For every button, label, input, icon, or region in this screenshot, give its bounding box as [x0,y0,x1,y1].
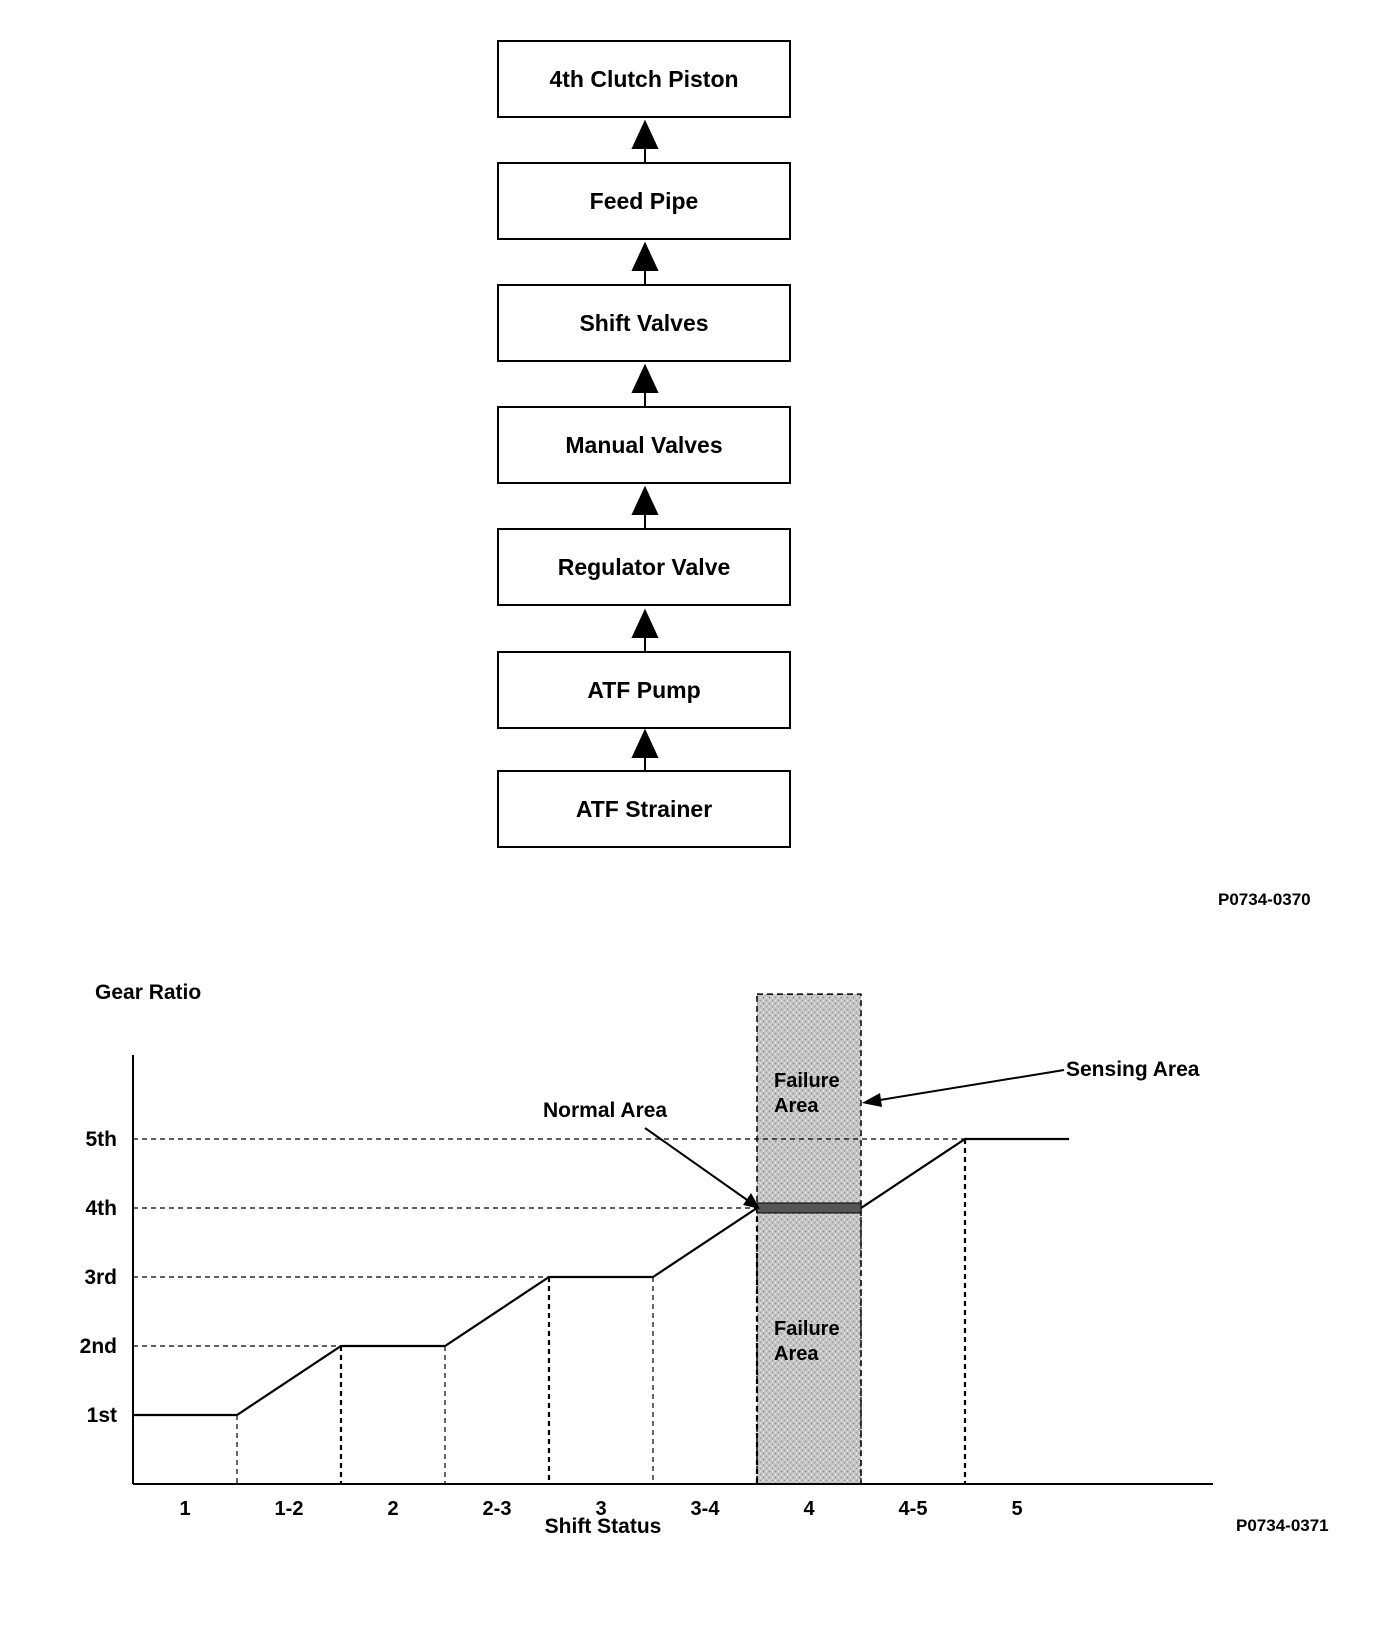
x-tick-label: 1 [179,1498,191,1520]
box-4th-clutch-piston: 4th Clutch Piston [497,40,791,118]
flow-arrow-head [633,122,657,148]
x-tick-label: 3 [595,1498,607,1520]
flow-arrow-head [633,488,657,514]
figure-id-bottom: P0734-0371 [1236,1516,1329,1535]
x-tick-label: 2 [387,1498,399,1520]
failure-upper-label-line2: Area [774,1095,819,1117]
x-tick-label: 4 [803,1498,815,1520]
sensing-area-arrowhead [862,1093,882,1107]
normal-area-pointer [645,1128,750,1202]
y-tick-label: 1st [86,1404,117,1427]
y-tick-label: 5th [85,1128,117,1151]
box-manual-valves: Manual Valves [497,406,791,484]
x-tick-label: 2-3 [482,1498,512,1520]
flow-arrow-head [633,731,657,757]
sensing-area-pointer [880,1070,1064,1100]
failure-upper-label-line1: Failure [774,1070,840,1092]
x-tick-label: 5 [1011,1498,1023,1520]
box-feed-pipe: Feed Pipe [497,162,791,240]
flow-arrow-head [633,366,657,392]
gear-ratio-chart [0,930,1376,1550]
flow-arrow-head [633,611,657,637]
x-tick-label: 3-4 [690,1498,720,1520]
box-regulator-valve: Regulator Valve [497,528,791,606]
gear-ratio-line [133,1139,1069,1415]
x-tick-label: 4-5 [898,1498,928,1520]
normal-area-label: Normal Area [543,1099,668,1122]
x-tick-label: 1-2 [274,1498,304,1520]
sensing-area-label: Sensing Area [1066,1058,1200,1081]
x-axis-label: Shift Status [544,1515,662,1538]
failure-lower-label-line2: Area [774,1343,819,1365]
box-atf-pump: ATF Pump [497,651,791,729]
figure-id-top: P0734-0370 [1218,890,1311,909]
flow-arrow-head [633,244,657,270]
box-shift-valves: Shift Valves [497,284,791,362]
normal-area-band [757,1203,861,1213]
box-atf-strainer: ATF Strainer [497,770,791,848]
y-tick-label: 4th [85,1197,117,1220]
failure-lower-label-line1: Failure [774,1318,840,1340]
y-tick-label: 2nd [79,1335,117,1358]
y-axis-label: Gear Ratio [95,981,202,1004]
y-tick-label: 3rd [84,1266,117,1289]
sensing-area-region [757,994,861,1484]
